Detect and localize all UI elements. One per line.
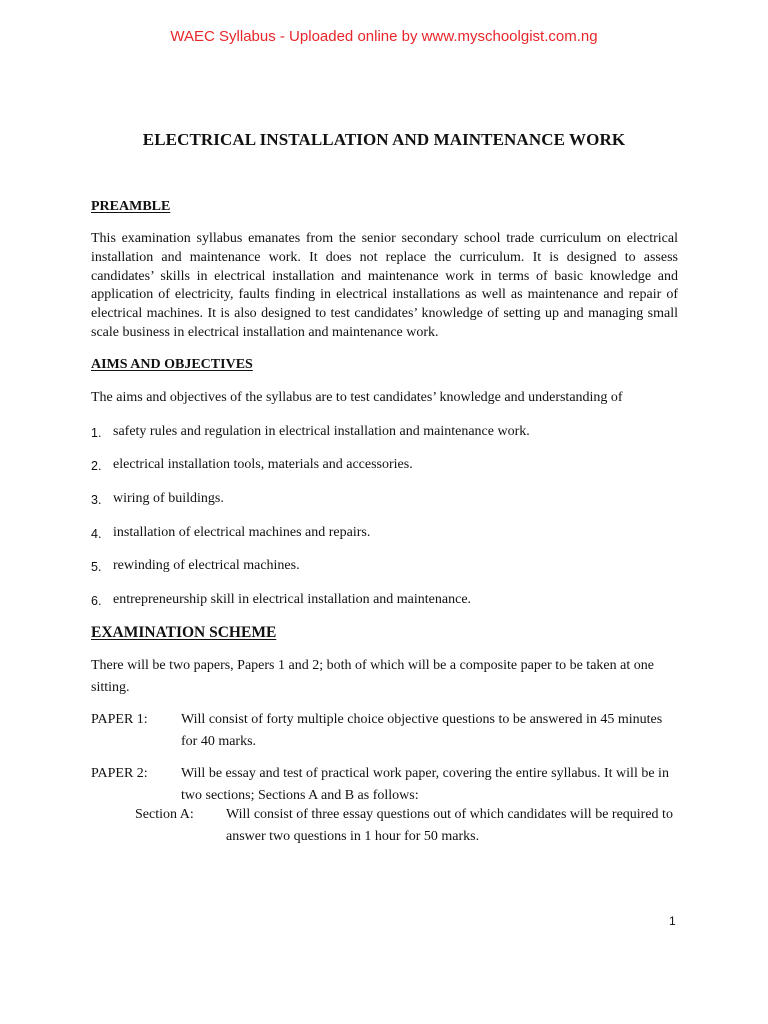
- list-number: 3.: [91, 493, 102, 507]
- aims-intro: The aims and objectives of the syllabus are to test candidates’ knowledge and understanding of: [91, 390, 623, 405]
- list-item: [91, 490, 691, 509]
- section-text: Will consist of three essay questions out of which candidates will be required to answer two questions in 1 hour for 50 marks.: [226, 807, 673, 844]
- list-text: entrepreneurship skill in electrical installation and maintenance.: [113, 592, 472, 607]
- paper-row: [91, 709, 691, 753]
- aims-heading: AIMS AND OBJECTIVES: [91, 357, 253, 372]
- section-row: [135, 804, 695, 848]
- page-number: 1: [669, 914, 676, 928]
- list-number: 1.: [91, 426, 102, 440]
- list-item: [91, 557, 691, 576]
- paper-label: PAPER 1:: [91, 712, 148, 727]
- list-text: safety rules and regulation in electrical installation and maintenance work.: [113, 424, 530, 439]
- paper-text: Will be essay and test of practical work paper, covering the entire syllabus. It will be in two sections; Sections A and B as follows:: [181, 766, 669, 803]
- list-item: [91, 456, 691, 475]
- list-item: [91, 591, 691, 610]
- section-label: Section A:: [135, 807, 194, 822]
- preamble-text: This examination syllabus emanates from the senior secondary school trade curriculum on electrical installation and maintenance work. It does not replace the curriculum. It is designed to assess candidates’ skills in electrical installation and maintenance work in terms of basic knowledge and application of electricity, faults finding in electrical installations as well as maintenance and repair of electrical machines. It is also designed to test candidates’ knowledge of setting up and managing small scale business in electrical installation and maintenance work.: [91, 231, 678, 340]
- scheme-intro: There will be two papers, Papers 1 and 2; both of which will be a composite paper to be taken at one sitting.: [91, 658, 654, 695]
- list-text: wiring of buildings.: [113, 491, 224, 506]
- list-number: 4.: [91, 527, 102, 541]
- document-title: ELECTRICAL INSTALLATION AND MAINTENANCE WORK: [142, 130, 626, 149]
- list-text: installation of electrical machines and repairs.: [113, 525, 371, 540]
- paper-text: Will consist of forty multiple choice objective questions to be answered in 45 minutes for 40 marks.: [181, 712, 663, 749]
- list-item: [91, 423, 691, 442]
- preamble-heading: PREAMBLE: [91, 199, 171, 214]
- list-item: [91, 524, 691, 543]
- header-note: WAEC Syllabus - Uploaded online by www.myschoolgist.com.ng: [170, 28, 598, 45]
- paper-row: [91, 763, 691, 807]
- list-number: 6.: [91, 594, 102, 608]
- list-number: 2.: [91, 459, 102, 473]
- list-text: electrical installation tools, materials and accessories.: [113, 457, 413, 472]
- scheme-heading: EXAMINATION SCHEME: [91, 624, 277, 641]
- paper-label: PAPER 2:: [91, 766, 148, 781]
- list-text: rewinding of electrical machines.: [113, 558, 300, 573]
- list-number: 5.: [91, 560, 102, 574]
